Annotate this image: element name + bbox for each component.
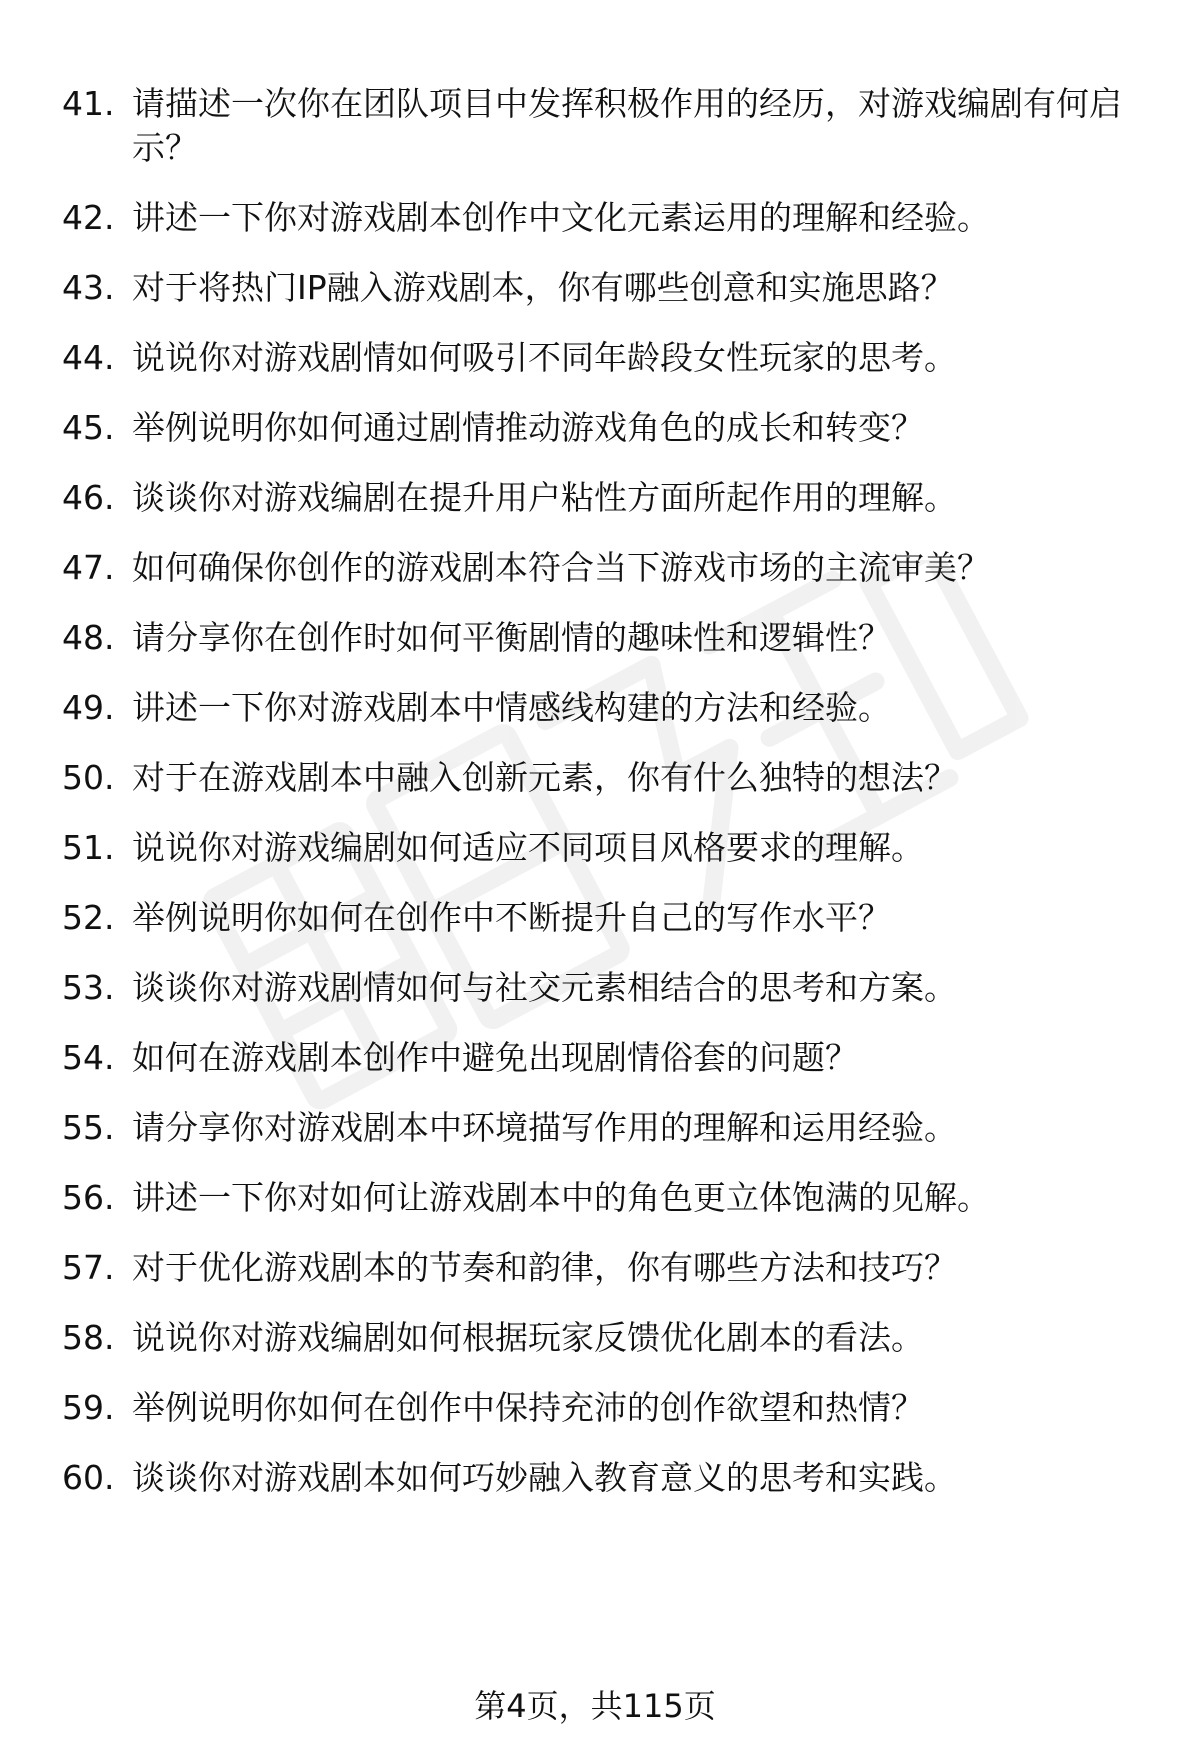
question-text: 谈谈你对游戏剧情如何与社交元素相结合的思考和方案。 bbox=[132, 968, 957, 1007]
question-text: 对于在游戏剧本中融入创新元素，你有什么独特的想法？ bbox=[132, 758, 957, 797]
list-item bbox=[62, 686, 1162, 730]
list-item bbox=[62, 756, 1162, 800]
question-number: 59. bbox=[62, 1388, 115, 1427]
question-text: 举例说明你如何在创作中保持充沛的创作欲望和热情？ bbox=[132, 1388, 924, 1427]
question-number: 58. bbox=[62, 1318, 115, 1357]
question-list bbox=[62, 82, 1162, 1500]
list-item bbox=[62, 616, 1162, 660]
question-number: 42. bbox=[62, 198, 115, 237]
question-text: 请分享你在创作时如何平衡剧情的趣味性和逻辑性？ bbox=[132, 618, 891, 657]
question-text: 对于优化游戏剧本的节奏和韵律，你有哪些方法和技巧？ bbox=[132, 1248, 957, 1287]
question-text: 如何在游戏剧本创作中避免出现剧情俗套的问题？ bbox=[132, 1038, 858, 1077]
question-text: 请分享你对游戏剧本中环境描写作用的理解和运用经验。 bbox=[132, 1108, 957, 1147]
question-text: 说说你对游戏编剧如何根据玩家反馈优化剧本的看法。 bbox=[132, 1318, 924, 1357]
question-number: 56. bbox=[62, 1178, 115, 1217]
question-text: 谈谈你对游戏剧本如何巧妙融入教育意义的思考和实践。 bbox=[132, 1458, 957, 1497]
question-text: 举例说明你如何通过剧情推动游戏角色的成长和转变？ bbox=[132, 408, 924, 447]
question-number: 44. bbox=[62, 338, 115, 377]
question-number: 52. bbox=[62, 898, 115, 937]
list-item bbox=[62, 1316, 1162, 1360]
question-number: 53. bbox=[62, 968, 115, 1007]
question-text: 如何确保你创作的游戏剧本符合当下游戏市场的主流审美？ bbox=[132, 548, 990, 587]
question-number: 51. bbox=[62, 828, 115, 867]
question-number: 49. bbox=[62, 688, 115, 727]
question-number: 47. bbox=[62, 548, 115, 587]
list-item bbox=[62, 546, 1162, 590]
page-number-footer: 第4页，共115页 bbox=[474, 1687, 716, 1725]
question-text: 举例说明你如何在创作中不断提升自己的写作水平？ bbox=[132, 898, 891, 937]
question-text: 说说你对游戏编剧如何适应不同项目风格要求的理解。 bbox=[132, 828, 924, 867]
list-item bbox=[62, 266, 1162, 310]
list-item bbox=[62, 1386, 1162, 1430]
list-item bbox=[62, 966, 1162, 1010]
list-item bbox=[62, 1106, 1162, 1150]
list-item bbox=[62, 196, 1162, 240]
question-text: 讲述一下你对游戏剧本中情感线构建的方法和经验。 bbox=[132, 688, 891, 727]
list-item bbox=[62, 1176, 1162, 1220]
list-item bbox=[62, 826, 1162, 870]
question-number: 46. bbox=[62, 478, 115, 517]
list-item bbox=[62, 1036, 1162, 1080]
question-number: 60. bbox=[62, 1458, 115, 1497]
list-item bbox=[62, 476, 1162, 520]
question-text: 对于将热门IP融入游戏剧本，你有哪些创意和实施思路？ bbox=[132, 268, 954, 307]
question-number: 50. bbox=[62, 758, 115, 797]
list-item bbox=[62, 82, 1162, 170]
question-text: 请描述一次你在团队项目中发挥积极作用的经历，对游戏编剧有何启示？ bbox=[132, 84, 1122, 167]
list-item bbox=[62, 406, 1162, 450]
question-number: 41. bbox=[62, 84, 115, 123]
list-item bbox=[62, 1246, 1162, 1290]
question-text: 讲述一下你对如何让游戏剧本中的角色更立体饱满的见解。 bbox=[132, 1178, 990, 1217]
question-number: 45. bbox=[62, 408, 115, 447]
list-item bbox=[62, 336, 1162, 380]
question-number: 43. bbox=[62, 268, 115, 307]
question-number: 54. bbox=[62, 1038, 115, 1077]
question-number: 48. bbox=[62, 618, 115, 657]
list-item bbox=[62, 896, 1162, 940]
list-item bbox=[62, 1456, 1162, 1500]
question-text: 谈谈你对游戏编剧在提升用户粘性方面所起作用的理解。 bbox=[132, 478, 957, 517]
question-text: 说说你对游戏剧情如何吸引不同年龄段女性玩家的思考。 bbox=[132, 338, 957, 377]
question-number: 55. bbox=[62, 1108, 115, 1147]
question-number: 57. bbox=[62, 1248, 115, 1287]
question-text: 讲述一下你对游戏剧本创作中文化元素运用的理解和经验。 bbox=[132, 198, 990, 237]
